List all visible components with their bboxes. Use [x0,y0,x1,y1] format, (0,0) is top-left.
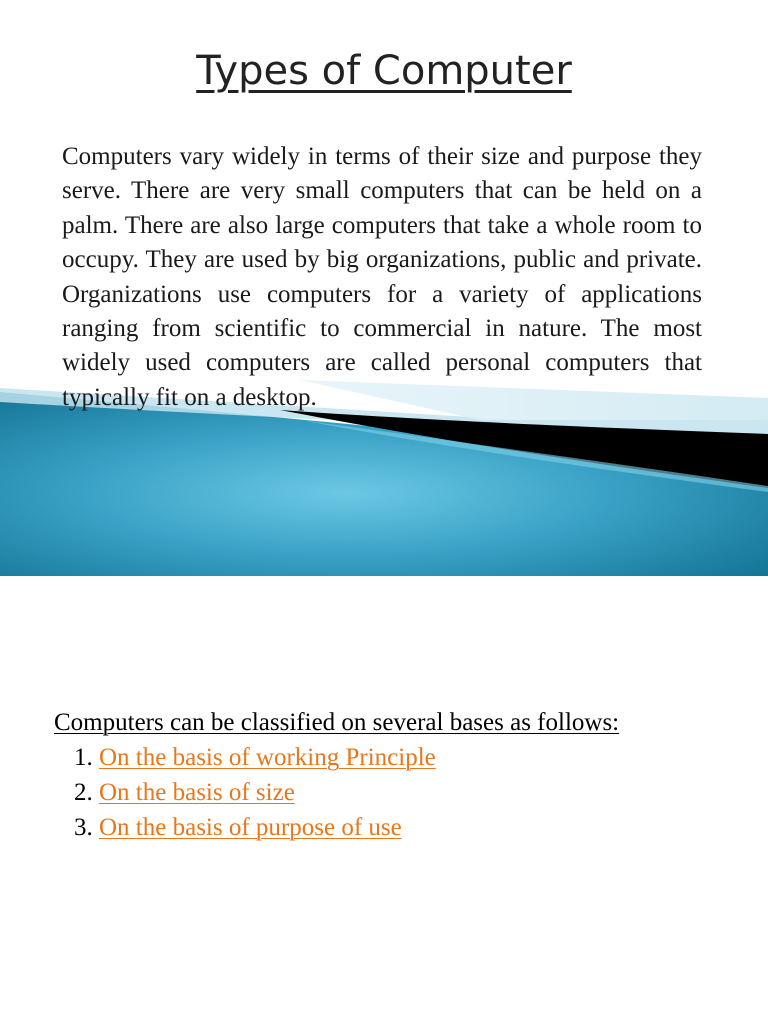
classification-section [54,706,734,845]
list-item-number: 1. [74,744,93,771]
size-link[interactable]: On the basis of size [99,779,295,806]
list-item [74,810,734,845]
list-item [74,740,734,775]
purpose-of-use-link[interactable]: On the basis of purpose of use [99,814,402,841]
list-item [74,775,734,810]
intro-paragraph: Computers vary widely in terms of their size and purpose they serve. There are very small computers that can be held on a palm. There are also large computers that take a whole room to occupy. They are used by big organizations, public and private. Organizations use computers for a variety of applications ranging from scientific to commercial in nature. The most widely used computers are called personal computers that typically fit on a desktop. [62,143,702,411]
list-item-number: 2. [74,779,93,806]
slide-title: Types of Computer [196,48,572,94]
classification-list [54,740,734,845]
list-item-number: 3. [74,814,93,841]
classification-heading: Computers can be classified on several bases as follows: [54,709,620,736]
working-principle-link[interactable]: On the basis of working Principle [99,744,436,771]
